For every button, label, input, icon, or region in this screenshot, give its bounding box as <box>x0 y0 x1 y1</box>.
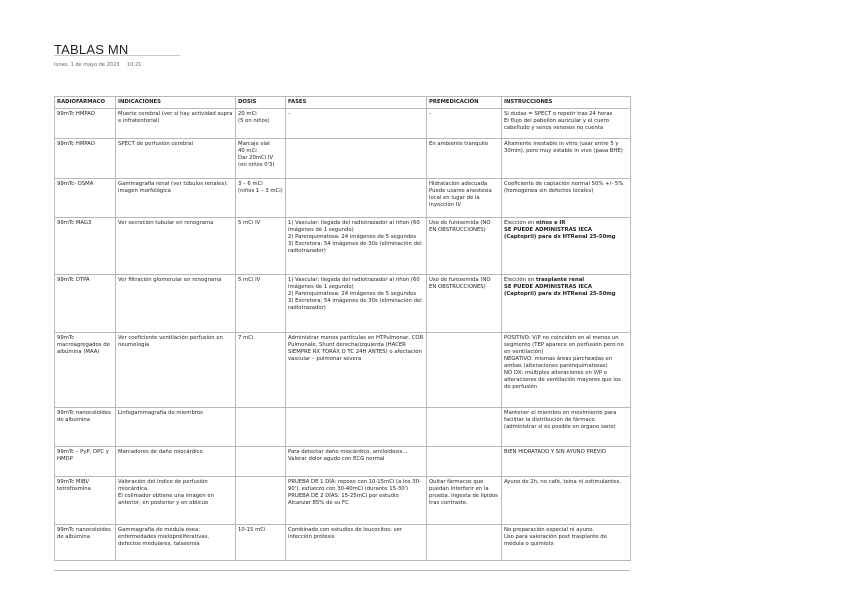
table-row <box>55 525 631 561</box>
cell-line: Ver filtración glomerular en renograma <box>118 277 222 283</box>
cell-premedicacion <box>427 525 502 561</box>
cell-line: Coeficiente de captación normal 50% +/- 5% (homogénea sin defectos locales) <box>504 181 624 194</box>
table-row <box>55 477 631 525</box>
cell-line: Ver coeficiente ventilación perfusión en neumología <box>118 335 223 348</box>
cell-radiofarmaco <box>55 408 116 447</box>
cell-line: (5 en niños) <box>238 117 270 124</box>
bottom-divider <box>54 570 630 571</box>
cell-text: Elección en <box>504 220 536 226</box>
table-row <box>55 275 631 333</box>
cell-text: SE PUEDE ADMINISTRAS IECA <box>504 226 592 233</box>
cell-text: trasplante renal <box>535 277 585 283</box>
cell-indicaciones <box>116 109 236 139</box>
title-divider <box>54 55 180 56</box>
cell-line: Uso de furosemida (NO EN OBSTRUCCIONES) <box>429 277 491 290</box>
cell-line: PRUEBA DE 2 DÍAS: 15-25mCi por estudio <box>288 492 399 499</box>
cell-indicaciones <box>116 218 236 275</box>
cell-line <box>504 291 628 298</box>
cell-radiofarmaco <box>55 447 116 477</box>
cell-line: No preparación especial ni ayuno. <box>504 527 595 533</box>
cell-radiofarmaco <box>55 179 116 218</box>
cell-text: (Captopril) para dx HTRenal 25-50mg <box>504 233 616 240</box>
cell-line: Valorar dolor agudo con ECG normal <box>288 455 385 462</box>
cell-indicaciones <box>116 333 236 408</box>
cell-premedicacion <box>427 218 502 275</box>
cell-line: El colimador obtiene una imagen en anterior, en posterior y en oblicuo <box>118 492 214 506</box>
cell-line: Quitar fármacos que puedan interferir en la prueba. Ingesta de lípidos tras contraste. <box>429 479 498 506</box>
cell-line: Altamente inestable in vitro (usar entre 5 y 30min), pero muy estable in vivo (pasa BHE) <box>504 141 623 154</box>
cell-line: Ayuno de 2h, no café, teína ni estimulantes. <box>504 479 621 485</box>
cell-line: - <box>288 111 290 117</box>
cell-dosis <box>236 333 286 408</box>
cell-line: 1) Vascular: llegada del radiotrazador al riñon (60 imágenes de 1 segundo) <box>288 220 420 233</box>
cell-line: 99mTc MIBI/ tetrofosmina <box>57 479 91 492</box>
cell-line: 1) Vascular: llegada del radiotrazador al riñon (60 imágenes de 1 segundo) <box>288 277 420 290</box>
cell-line: 99mTc- DSMA <box>57 181 94 187</box>
cell-line: 99mTc nanocoloides de albúmina <box>57 410 111 423</box>
cell-line: Marcaje vial <box>238 141 270 147</box>
cell-line: 99mTc – PyP, DPC y HMDP <box>57 449 109 462</box>
cell-line: 5 mCi IV <box>238 220 261 226</box>
cell-radiofarmaco <box>55 477 116 525</box>
cell-line: Gammagrafía renal (ver túbulos renales): imagen morfológica <box>118 181 228 194</box>
cell-line: Hidratación adecuada <box>429 181 488 187</box>
cell-line: 99mTc DTPA <box>57 277 90 283</box>
medications-table <box>54 96 631 561</box>
header-dosis: DOSIS <box>236 97 286 109</box>
cell-premedicacion <box>427 477 502 525</box>
cell-line: 3) Excretora: 54 imágenes de 30s (eliminación del radiotrazador) <box>288 240 422 254</box>
table-row <box>55 109 631 139</box>
cell-line: 5 mCi IV <box>238 277 261 283</box>
cell-indicaciones <box>116 525 236 561</box>
cell-line: Combinado con estudios de leucocitos: ver infección prótesis <box>288 527 403 540</box>
cell-line: En ambiente tranquilo <box>429 141 489 147</box>
cell-line: 99mTc MAG3 <box>57 220 92 226</box>
cell-line: 7 mCi <box>238 335 254 341</box>
cell-dosis <box>236 525 286 561</box>
page-title: TABLAS MN <box>54 42 129 57</box>
cell-line: Alcanzar 85% de su FC <box>288 499 349 506</box>
cell-indicaciones <box>116 447 236 477</box>
cell-instrucciones <box>502 179 631 218</box>
cell-fases <box>286 218 427 275</box>
header-indicaciones: INDICACIONES <box>116 97 236 109</box>
cell-line: PRUEBA DE 1 DÍA: reposo con 10-15mCi (a los 30-90'), esfuerzo con 30-40mCi (durante 15-30') <box>288 479 421 492</box>
cell-line: - <box>429 111 431 117</box>
cell-radiofarmaco <box>55 275 116 333</box>
table-row <box>55 333 631 408</box>
table-row <box>55 218 631 275</box>
table-row <box>55 139 631 179</box>
cell-dosis <box>236 477 286 525</box>
cell-dosis <box>236 218 286 275</box>
cell-fases <box>286 275 427 333</box>
cell-radiofarmaco <box>55 109 116 139</box>
cell-line: BIEN HIDRATADO Y SIN AYUNO PREVIO <box>504 449 607 455</box>
cell-line: Marcadores de daño miocárdico <box>118 449 203 455</box>
page-timestamp <box>54 62 147 68</box>
cell-text: Elección en <box>504 277 536 283</box>
cell-premedicacion <box>427 139 502 179</box>
cell-fases <box>286 525 427 561</box>
cell-line: El flujo del pabellón auricular y el cuero cabelludo y senos venosos no cuenta <box>504 117 609 131</box>
cell-line <box>504 277 628 284</box>
cell-line <box>504 227 628 234</box>
cell-line: Mantener el miembro en movimiento para facilitar la distribución de fármaco (administrar si es posible en órgano sano) <box>504 410 617 430</box>
cell-premedicacion <box>427 179 502 218</box>
cell-line: Uso de furosemida (NO EN OBSTRUCCIONES) <box>429 220 491 233</box>
cell-dosis <box>236 447 286 477</box>
cell-instrucciones <box>502 477 631 525</box>
cell-text: SE PUEDE ADMINISTRAS IECA <box>504 283 592 290</box>
cell-line: Si dudas = SPECT o repetir tras 24 horas <box>504 111 613 117</box>
cell-line: 2) Parenquimatosa: 24 imágenes de 5 segundos <box>288 233 417 240</box>
cell-instrucciones <box>502 275 631 333</box>
cell-instrucciones <box>502 218 631 275</box>
cell-instrucciones <box>502 408 631 447</box>
cell-line: 3) Excretora: 54 imágenes de 30s (eliminación del radiotrazador) <box>288 297 422 311</box>
cell-instrucciones <box>502 109 631 139</box>
cell-line: 20 mCi <box>238 111 257 117</box>
cell-line: 99mTc HMPAO <box>57 141 95 147</box>
table-row <box>55 408 631 447</box>
cell-indicaciones <box>116 477 236 525</box>
cell-radiofarmaco <box>55 333 116 408</box>
cell-radiofarmaco <box>55 218 116 275</box>
cell-fases <box>286 408 427 447</box>
cell-line: 99mTc nanocoloides de albúmina <box>57 527 111 540</box>
cell-radiofarmaco <box>55 525 116 561</box>
cell-line <box>504 234 628 241</box>
cell-line: 3 – 6 mCi <box>238 181 263 187</box>
cell-line: Gammagrafía de médula ósea: enfermedades mieloproliferativas, defectos medulares, talasemia <box>118 527 210 547</box>
cell-premedicacion <box>427 408 502 447</box>
cell-line <box>504 220 628 227</box>
cell-fases <box>286 477 427 525</box>
cell-indicaciones <box>116 139 236 179</box>
cell-instrucciones <box>502 525 631 561</box>
cell-dosis <box>236 275 286 333</box>
cell-text: niños e IR <box>535 220 566 226</box>
table-row <box>55 447 631 477</box>
cell-line: Dar 20mCi IV <box>238 154 274 161</box>
cell-line: POSITIVO: V/P no coinciden en al menos un segmento (TEP aparece en perfusión pero no en ventilación) <box>504 335 624 355</box>
page-time: 10:21 <box>126 62 142 68</box>
cell-dosis <box>236 139 286 179</box>
cell-fases <box>286 139 427 179</box>
cell-text: (Captopril) para dx HTRenal 25-50mg <box>504 290 616 297</box>
header-instrucciones: INSTRUCCIONES <box>502 97 631 109</box>
table-body <box>55 109 631 561</box>
cell-line: (en niños 0'3) <box>238 161 275 168</box>
cell-line: SPECT de perfusión cerebral <box>118 141 194 147</box>
cell-premedicacion <box>427 447 502 477</box>
cell-line: Ver secreción tubular en renograma <box>118 220 214 226</box>
cell-line: Valoración del índice de perfusión miocárdica. <box>118 479 208 492</box>
cell-line: Linfogammagrafía de miembros <box>118 410 203 416</box>
cell-dosis <box>236 179 286 218</box>
cell-fases <box>286 109 427 139</box>
cell-line: NO DX: múltiples alteraciones en V/P o alteraciones de ventilación mayores que los de perfusión <box>504 369 621 390</box>
cell-line: Muerte cerebral (ver si hay actividad supra e infratentorial) <box>118 111 233 124</box>
cell-premedicacion <box>427 275 502 333</box>
cell-instrucciones <box>502 333 631 408</box>
cell-indicaciones <box>116 408 236 447</box>
table-header-row <box>55 97 631 109</box>
cell-line: Puede usarse anestesia local en lugar de la inyección IV <box>429 187 492 208</box>
cell-premedicacion <box>427 333 502 408</box>
cell-fases <box>286 179 427 218</box>
cell-dosis <box>236 109 286 139</box>
cell-indicaciones <box>116 275 236 333</box>
cell-premedicacion <box>427 109 502 139</box>
cell-instrucciones <box>502 139 631 179</box>
cell-line: 2) Parenquimatosa: 24 imágenes de 5 segundos <box>288 290 417 297</box>
cell-line: (niños 1 – 3 mCi) <box>238 187 283 194</box>
cell-line <box>504 284 628 291</box>
cell-line: 10-15 mCi <box>238 527 266 533</box>
cell-line: 99mTc HMPAO <box>57 111 95 117</box>
cell-line: 40 mCi <box>238 147 257 154</box>
cell-line: Administrar menos partículas en HTPulmonar, COR Pulmonale, Shunt derecha/izquierda (HACER SIEMPRE RX TORAX O TC 24H ANTES) o afectación vascular – pulmonar severa <box>288 335 424 362</box>
cell-indicaciones <box>116 179 236 218</box>
cell-line: Para detectar daño miocárdico, amiloidosis… <box>288 449 408 455</box>
cell-line: NEGATIVO: mismas áreas parcheadas en ambas (alteraciones parenquimatosas) <box>504 355 613 369</box>
cell-line: Uso para valoración post trasplante de médula o quimiotx <box>504 533 607 547</box>
header-radiofarmaco: RADIOFÁRMACO <box>55 97 116 109</box>
cell-fases <box>286 333 427 408</box>
header-premedicacion: PREMEDICACIÓN <box>427 97 502 109</box>
cell-dosis <box>236 408 286 447</box>
cell-line: 99mTc macroagregados de albúmina (MAA) <box>57 335 110 355</box>
cell-instrucciones <box>502 447 631 477</box>
header-fases: FASES <box>286 97 427 109</box>
table-row <box>55 179 631 218</box>
page-date: lunes, 1 de mayo de 2023 <box>54 62 120 68</box>
cell-fases <box>286 447 427 477</box>
cell-radiofarmaco <box>55 139 116 179</box>
